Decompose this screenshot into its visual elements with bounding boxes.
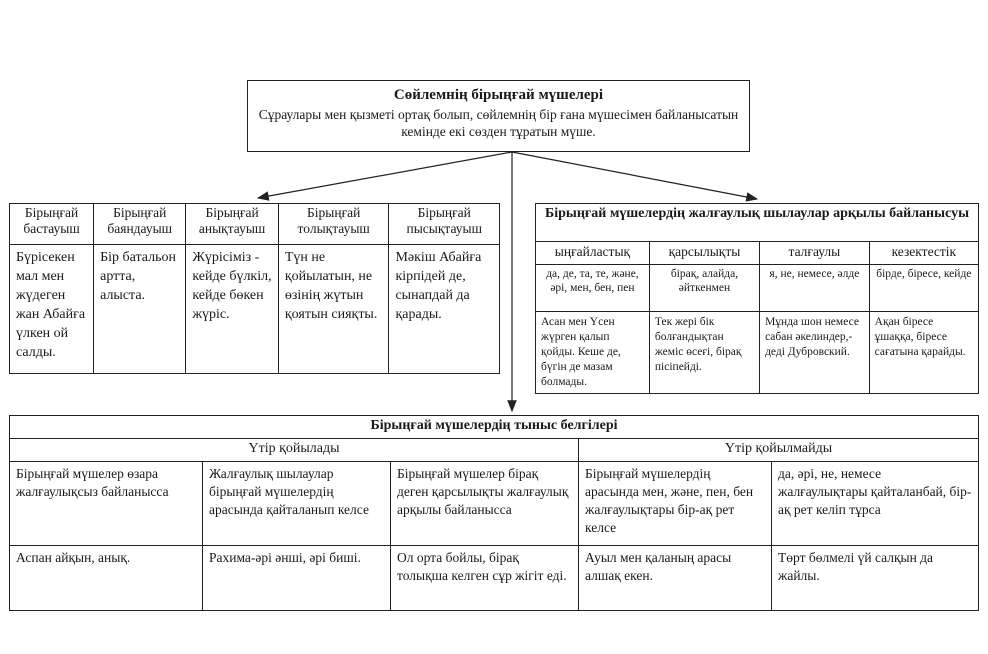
- example-object: Түн не қойылатын, не өзінің жүтын қоятын сияқты.: [278, 245, 389, 374]
- punctuation-table: [9, 415, 979, 611]
- example-attribute: Жүрісіміз - кейде бүлкіл, кейде бөкен жүріс.: [186, 245, 279, 374]
- example-2: Рахима-әрі әнші, әрі биші.: [203, 546, 391, 611]
- conjunctions-copulative: да, де, та, те, және, әрі, мен, бен, пен: [536, 265, 650, 312]
- example-4: Ауыл мен қаланың арасы алшақ екен.: [579, 546, 772, 611]
- header-subject: Бірыңғай бастауыш: [10, 204, 94, 245]
- conjunctions-table: [535, 203, 979, 394]
- header-object: Бірыңғай толықтауыш: [278, 204, 389, 245]
- punctuation-title: Бірыңғай мүшелердің тыныс белгілері: [10, 416, 979, 439]
- condition-2: Жалғаулық шылаулар бірыңғай мүшелердің арасында қайталанып келсе: [203, 462, 391, 546]
- example-3: Ол орта бойлы, бірақ толықша келген сұр жігіт еді.: [391, 546, 579, 611]
- conjunctions-adversative: бірақ, алайда, әйткенмен: [649, 265, 759, 312]
- conjunctions-alternating: бірде, біресе, кейде: [869, 265, 978, 312]
- example-alternating: Ақан біресе ұшаққа, біресе сағатына қарайды.: [869, 312, 978, 394]
- example-1: Аспан айқын, анық.: [10, 546, 203, 611]
- condition-5: да, әрі, не, немесе жалғаулықтары қайталанбай, бір-ақ рет келіп тұрса: [772, 462, 979, 546]
- example-5: Төрт бөлмелі үй салқын да жайлы.: [772, 546, 979, 611]
- conjunctions-disjunctive: я, не, немесе, әлде: [760, 265, 870, 312]
- page-title: Сөйлемнің бірыңғай мүшелері: [393, 87, 604, 103]
- example-predicate: Бір батальон артта, алыста.: [94, 245, 186, 374]
- example-subject: Бүрісекен мал мен жүдеген жан Абайға үлкен ой салды.: [10, 245, 94, 374]
- header-alternating: кезектестік: [869, 242, 978, 265]
- example-adversative: Тек жері бік болғандықтан жеміс өсеғі, бірақ пісіпейді.: [649, 312, 759, 394]
- condition-4: Бірыңғай мүшелердің арасында мен, және, пен, бен жалғаулықтары бір-ақ рет келсе: [579, 462, 772, 546]
- condition-3: Бірыңғай мүшелер бірақ деген қарсылықты жалғаулық арқылы байланысса: [391, 462, 579, 546]
- definition-box: [247, 80, 750, 152]
- header-attribute: Бірыңғай анықтауыш: [186, 204, 279, 245]
- group-no-comma: Үтір қойылмайды: [579, 439, 979, 462]
- header-disjunctive: талғаулы: [760, 242, 870, 265]
- member-types-table: [9, 203, 500, 374]
- header-predicate: Бірыңғай баяндауыш: [94, 204, 186, 245]
- conjunctions-title: Бірыңғай мүшелердің жалғаулық шылаулар арқылы байланысуы: [536, 204, 979, 242]
- definition-text: Сұраулары мен қызметі ортақ болып, сөйлемнің бір ғана мүшесімен байланысатын кемінде екі сөзден тұратын мүше.: [258, 107, 739, 139]
- arrow-to-right-table: [512, 152, 757, 199]
- group-comma: Үтір қойылады: [10, 439, 579, 462]
- arrow-to-left-table: [258, 152, 512, 198]
- header-copulative: ыңғайластық: [536, 242, 650, 265]
- condition-1: Бірыңғай мүшелер өзара жалғаулықсыз байланысса: [10, 462, 203, 546]
- header-adversative: қарсылықты: [649, 242, 759, 265]
- example-adverbial: Мәкіш Абайға кірпідей де, сынапдай да қарады.: [389, 245, 500, 374]
- example-disjunctive: Мұнда шон немесе сабан әкелиндер,-деді Дубровский.: [760, 312, 870, 394]
- header-adverbial: Бірыңғай пысықтауыш: [389, 204, 500, 245]
- example-copulative: Асан мен Үсен жүрген қалып қойды. Кеше де, бүгін де мазам болмады.: [536, 312, 650, 394]
